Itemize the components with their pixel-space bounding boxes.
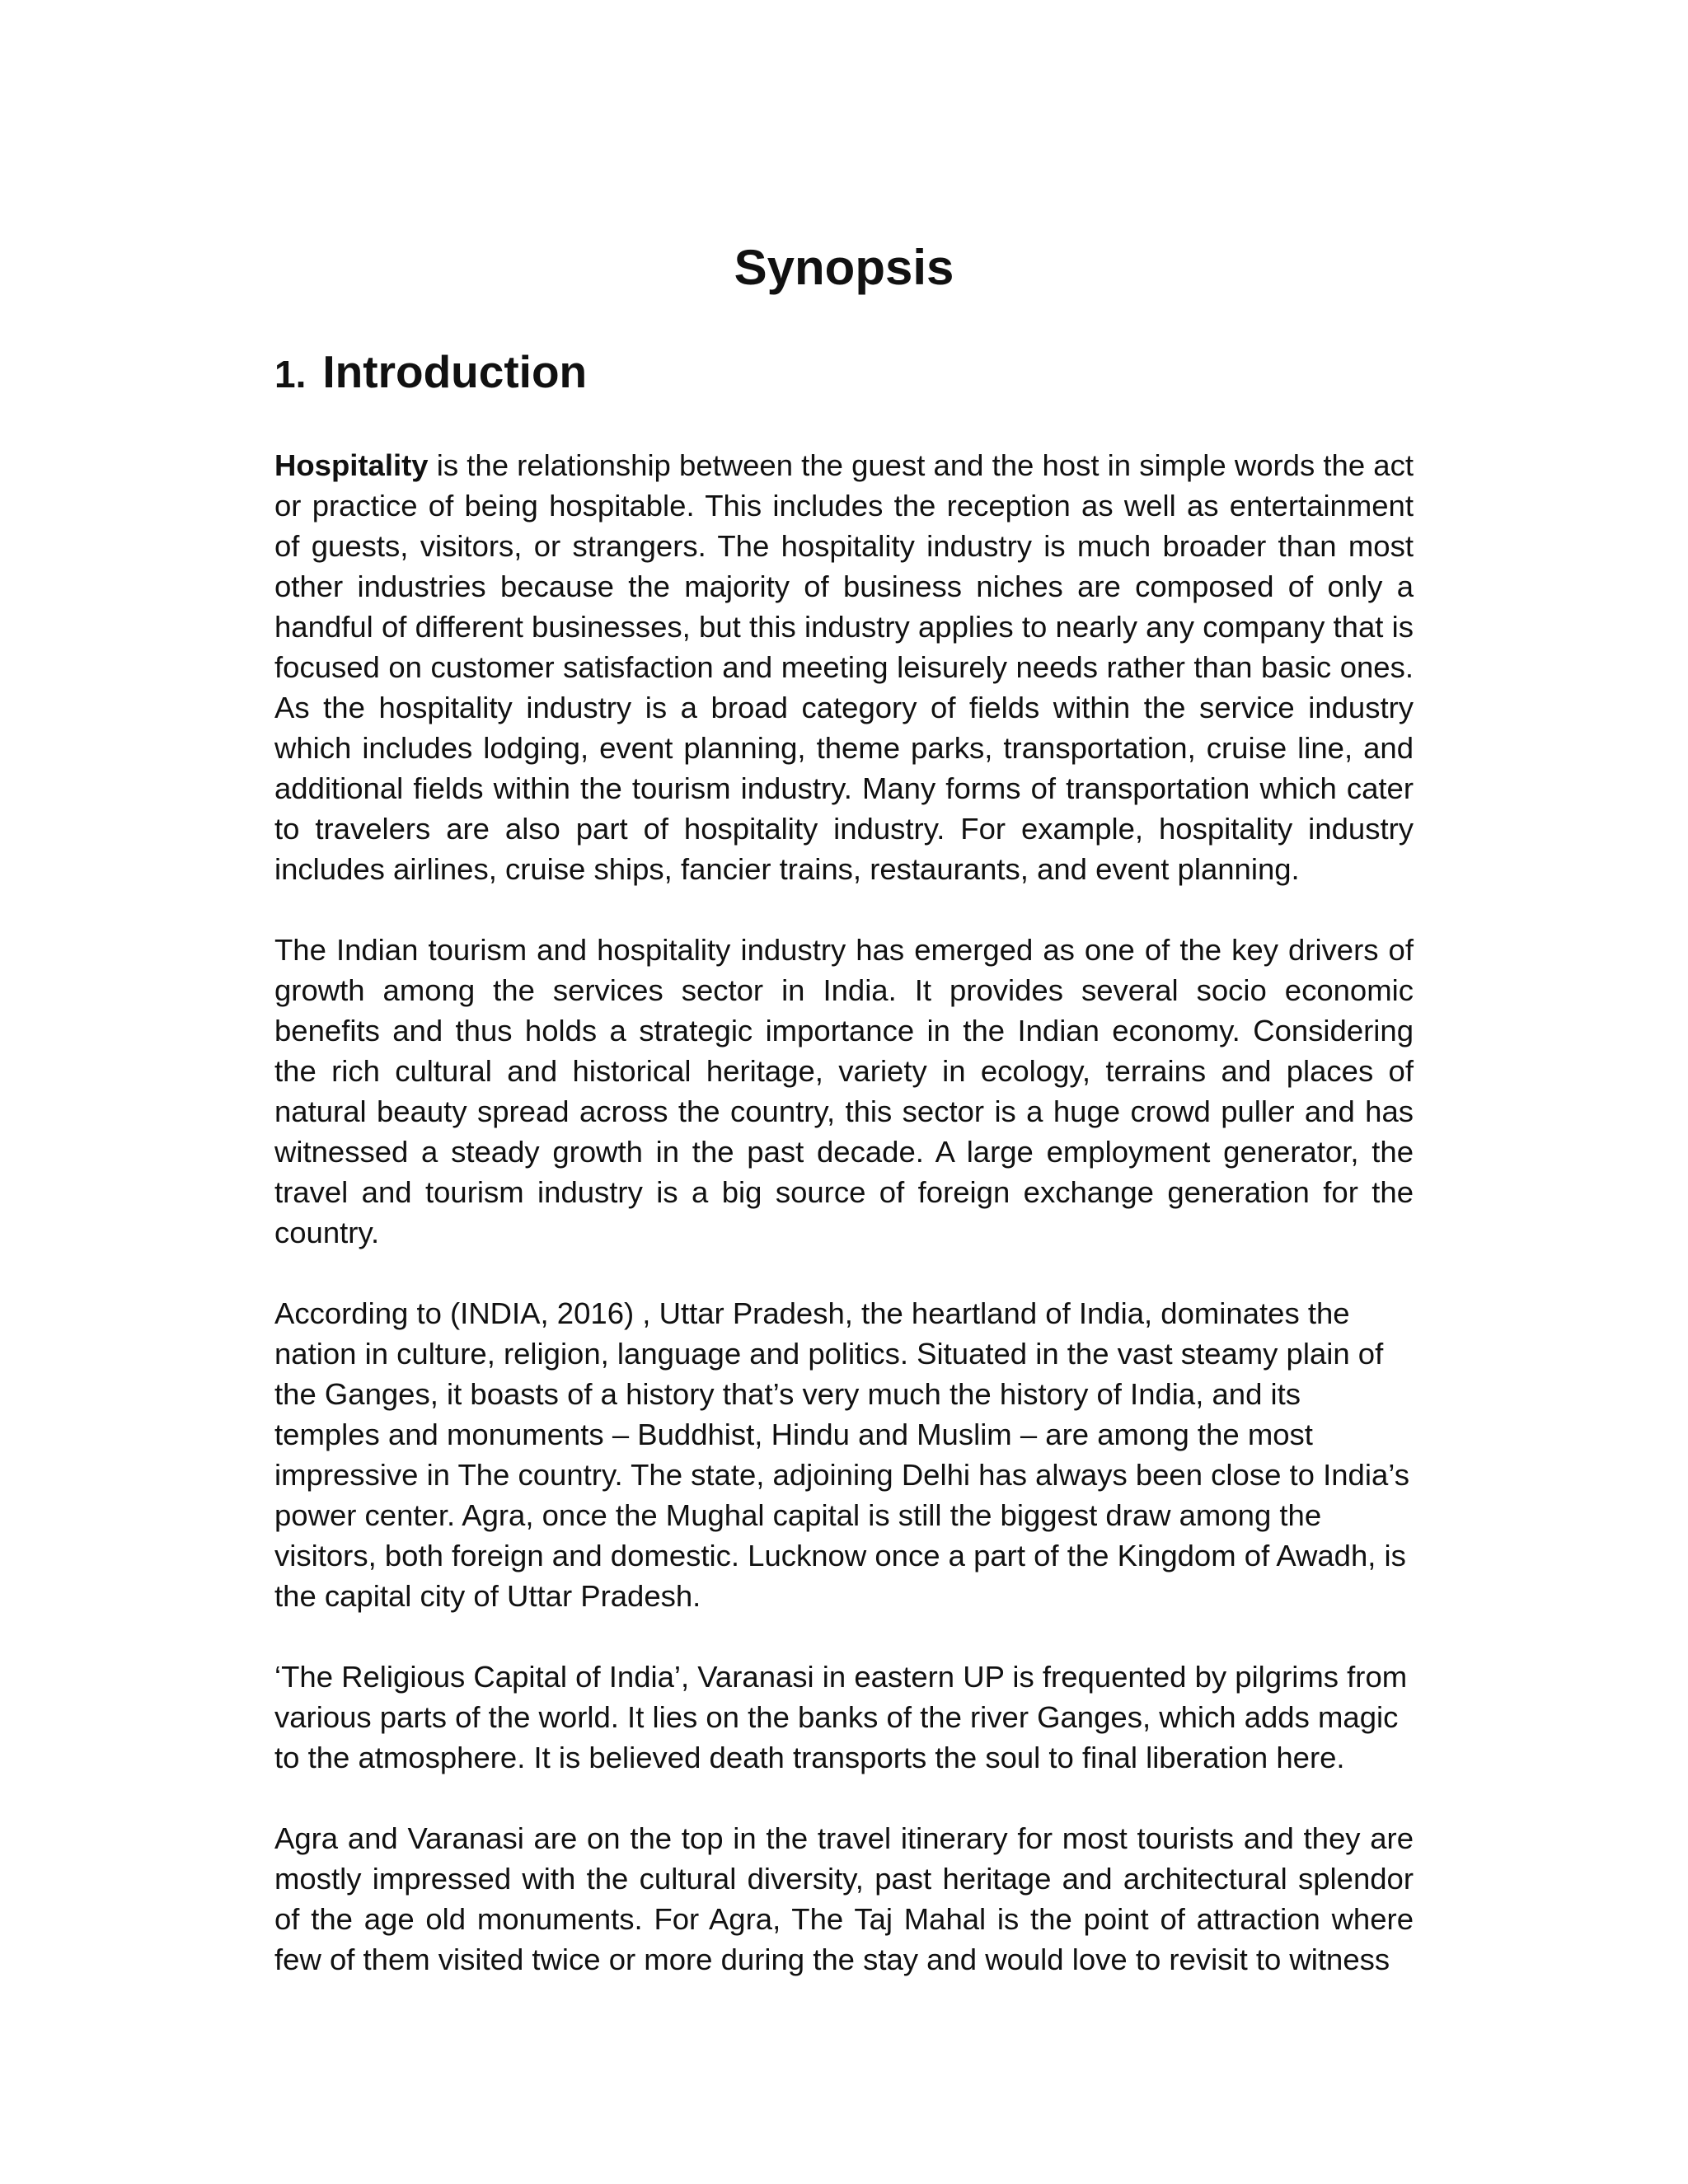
page-title: Synopsis — [734, 240, 954, 295]
section-number: 1. — [274, 353, 307, 396]
paragraph-uttar-pradesh: According to (INDIA, 2016) , Uttar Pradesh, the heartland of India, dominates the nation in culture, religion, language and politics. Situated in the vast steamy plain of the Ganges, it boasts of a history that’s very much the history of India, and its temples and monuments – Buddhist, Hindu and Muslim – are among the most impressive in The country. The state, adjoining Delhi has always been close to India’s power center. Agra, once the Mughal capital is still the biggest draw among the visitors, both foreign and domestic. Lucknow once a part of the Kingdom of Awadh, is the capital city of Uttar Pradesh. — [274, 1296, 1409, 1613]
paragraph-text: is the relationship between the guest and the host in simple words the act or practice of being hospitable. This includes the reception as well as entertainment of guests, visitors, or strangers. The hospitality industry is much broader than most other industries because the majority of business niches are composed of only a handful of different businesses, but this industry applies to nearly any company that is focused on customer satisfaction and meeting leisurely needs rather than basic ones. As the hospitality industry is a broad category of fields within the service industry which includes lodging, event planning, theme parks, transportation, cruise line, and additional fields within the tourism industry. Many forms of transportation which cater to travelers are also part of hospitality industry. For example, hospitality industry includes airlines, cruise ships, fancier trains, restaurants, and event planning. — [274, 448, 1414, 886]
section-heading — [274, 342, 587, 404]
paragraph-indian-tourism: The Indian tourism and hospitality industry has emerged as one of the key drivers of growth among the services sector in India. It provides several socio economic benefits and thus holds a strategic importance in the Indian economy. Considering the rich cultural and historical heritage, variety in ecology, terrains and places of natural beauty spread across the country, this sector is a huge crowd puller and has witnessed a steady growth in the past decade. A large employment generator, the travel and tourism industry is a big source of foreign exchange generation for the country. — [274, 933, 1414, 1249]
document-body — [274, 445, 1414, 2020]
paragraph-varanasi: ‘The Religious Capital of India’, Varanasi in eastern UP is frequented by pilgrims from various parts of the world. It lies on the banks of the river Ganges, which adds magic to the atmosphere. It is believed death transports the soul to final liberation here. — [274, 1660, 1408, 1774]
section-title: Introduction — [322, 346, 588, 397]
paragraph-hospitality — [274, 445, 1414, 889]
paragraph-agra-varanasi: Agra and Varanasi are on the top in the travel itinerary for most tourists and they are mostly impressed with the cultural diversity, past heritage and architectural splendor of the age old monuments. For Agra, The Taj Mahal is the point of attraction where few of them visited twice or more during the stay and would love to revisit to witness — [274, 1821, 1414, 1976]
paragraph-lead-term: Hospitality — [274, 448, 429, 482]
